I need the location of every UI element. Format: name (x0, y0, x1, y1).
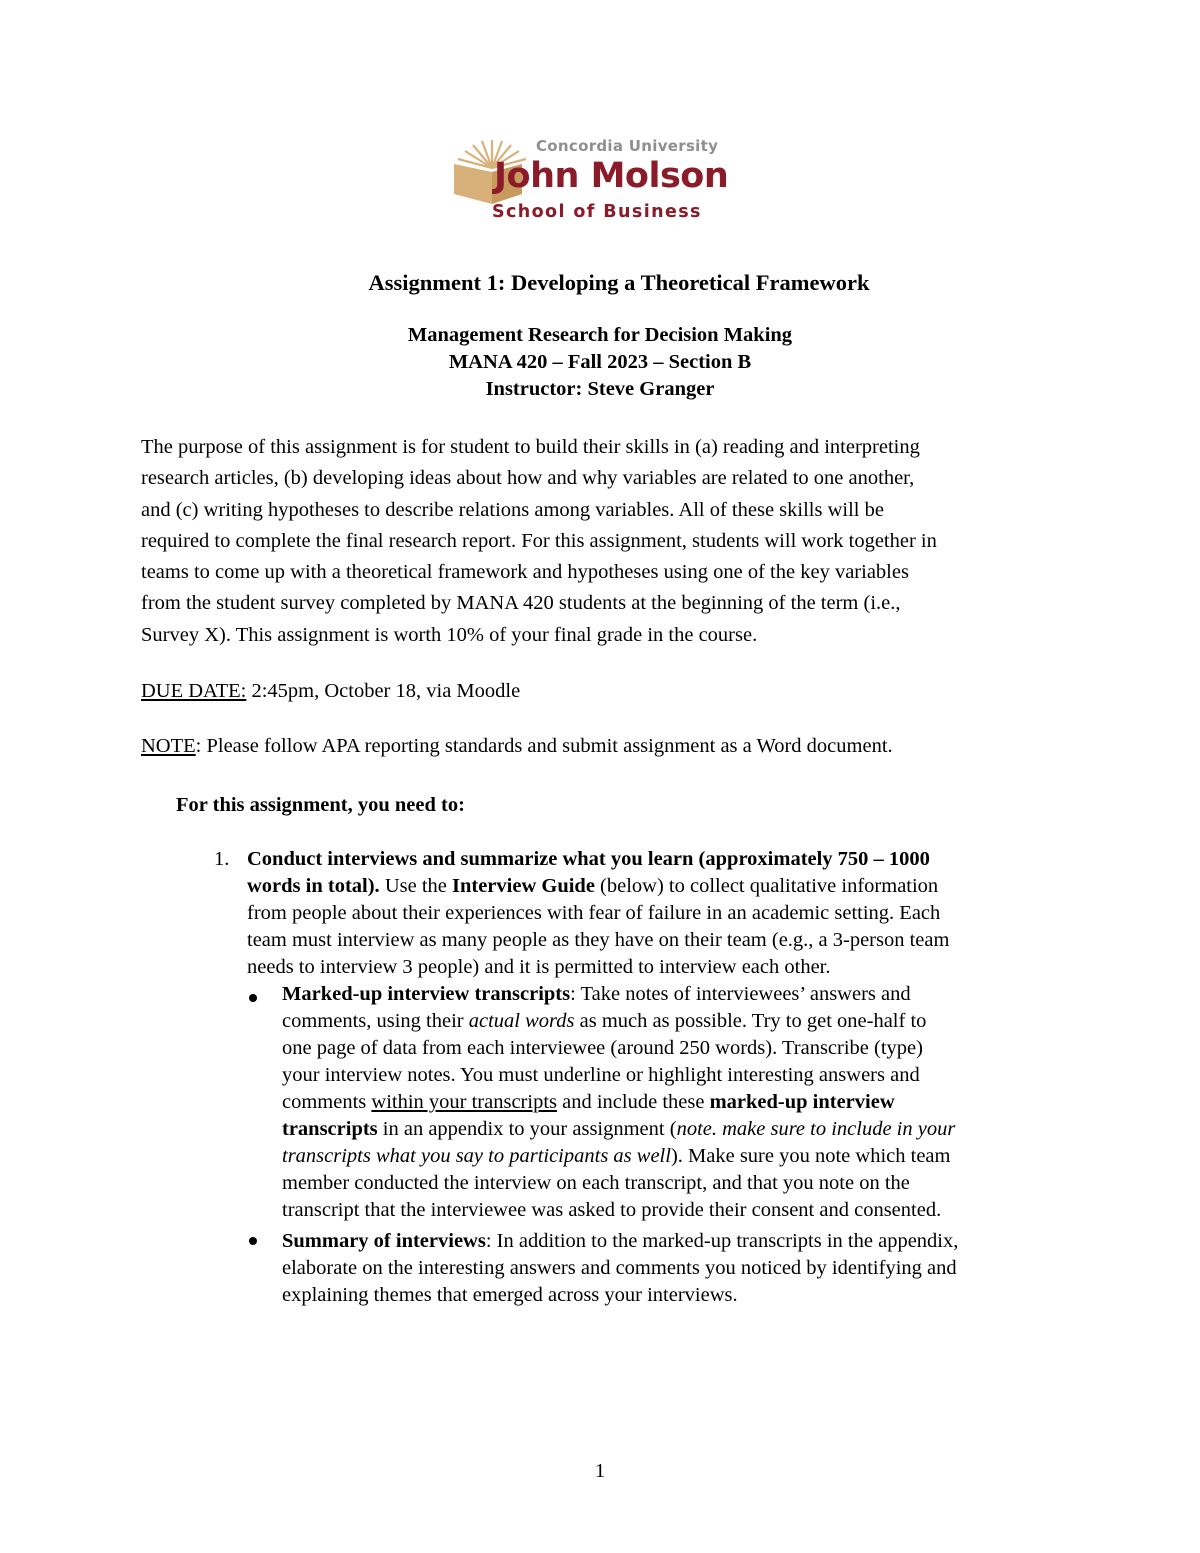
university-name: Concordia University (536, 137, 719, 155)
bullet-line: elaborate on the interesting answers and comments you noticed by identifying and (282, 1257, 957, 1279)
bullet-summary (282, 1228, 1082, 1309)
school-name: John Molson (494, 156, 729, 196)
bullet-line: transcript that the interviewee was asked to provide their consent and consented. (282, 1199, 942, 1221)
task-number: 1. (214, 848, 230, 870)
bullet-line: comments within your transcripts and include these marked-up interview (282, 1091, 895, 1113)
intro-line: teams to come up with a theoretical framework and hypotheses using one of the key variables (141, 561, 909, 584)
bullet-line: transcripts in an appendix to your assignment (note. make sure to include in your (282, 1118, 956, 1140)
assignment-title: Assignment 1: Developing a Theoretical Framework (368, 270, 870, 295)
course-code-line: MANA 420 – Fall 2023 – Section B (448, 351, 752, 373)
due-date-text: 2:45pm, October 18, via Moodle (246, 680, 521, 702)
intro-paragraph (141, 432, 1071, 651)
task-1 (247, 846, 1077, 981)
due-date-label: DUE DATE: (141, 680, 247, 702)
instructor-line: Instructor: Steve Granger (485, 378, 715, 400)
course-name: Management Research for Decision Making (407, 324, 793, 346)
bullet-transcripts (282, 981, 1082, 1224)
intro-line: from the student survey completed by MANA 420 students at the beginning of the term (i.e., (141, 592, 901, 615)
note-line (141, 735, 893, 758)
note-label: NOTE (141, 735, 196, 757)
task-1-line: from people about their experiences with fear of failure in an academic setting. Each (247, 902, 941, 924)
bullet-line: one page of data from each interviewee (around 250 words). Transcribe (type) (282, 1037, 923, 1059)
task-1-line: needs to interview 3 people) and it is permitted to interview each other. (247, 956, 831, 978)
concordia-jmsb-logo (452, 132, 729, 228)
intro-line: and (c) writing hypotheses to describe relations among variables. All of these skills will be (141, 498, 884, 521)
task-1-line: team must interview as many people as they have on their team (e.g., a 3-person team (247, 929, 950, 951)
due-date-line (141, 680, 520, 703)
page-number: 1 (594, 1460, 606, 1482)
intro-line: The purpose of this assignment is for student to build their skills in (a) reading and interpreting (141, 436, 920, 458)
intro-line: research articles, (b) developing ideas about how and why variables are related to one another, (141, 467, 915, 490)
intro-line: Survey X). This assignment is worth 10% of your final grade in the course. (141, 623, 758, 646)
task-1-heading: Conduct interviews and summarize what you learn (approximately 750 – 1000 (247, 848, 930, 870)
bullet-line: member conducted the interview on each transcript, and that you note on the (282, 1172, 910, 1194)
bullet-line: Summary of interviews: In addition to the marked-up transcripts in the appendix, (282, 1230, 959, 1252)
bullet-line: transcripts what you say to participants as well). Make sure you note which team (282, 1145, 951, 1167)
bullet-line: your interview notes. You must underline or highlight interesting answers and (282, 1064, 920, 1086)
bullet-line: Marked-up interview transcripts: Take notes of interviewees’ answers and (282, 983, 911, 1005)
bullet-line: comments, using their actual words as much as possible. Try to get one-half to (282, 1010, 927, 1032)
task-1-line: words in total). Use the Interview Guide (below) to collect qualitative information (247, 875, 939, 897)
tasks-heading: For this assignment, you need to: (176, 794, 465, 816)
intro-line: required to complete the final research report. For this assignment, students will work together in (141, 529, 937, 552)
bullet-icon (249, 1237, 257, 1245)
note-text: : Please follow APA reporting standards and submit assignment as a Word document. (195, 735, 893, 757)
bullet-icon (249, 994, 257, 1002)
course-info (0, 322, 1200, 403)
school-type: School of Business (492, 202, 702, 222)
bullet-line: explaining themes that emerged across your interviews. (282, 1284, 738, 1306)
